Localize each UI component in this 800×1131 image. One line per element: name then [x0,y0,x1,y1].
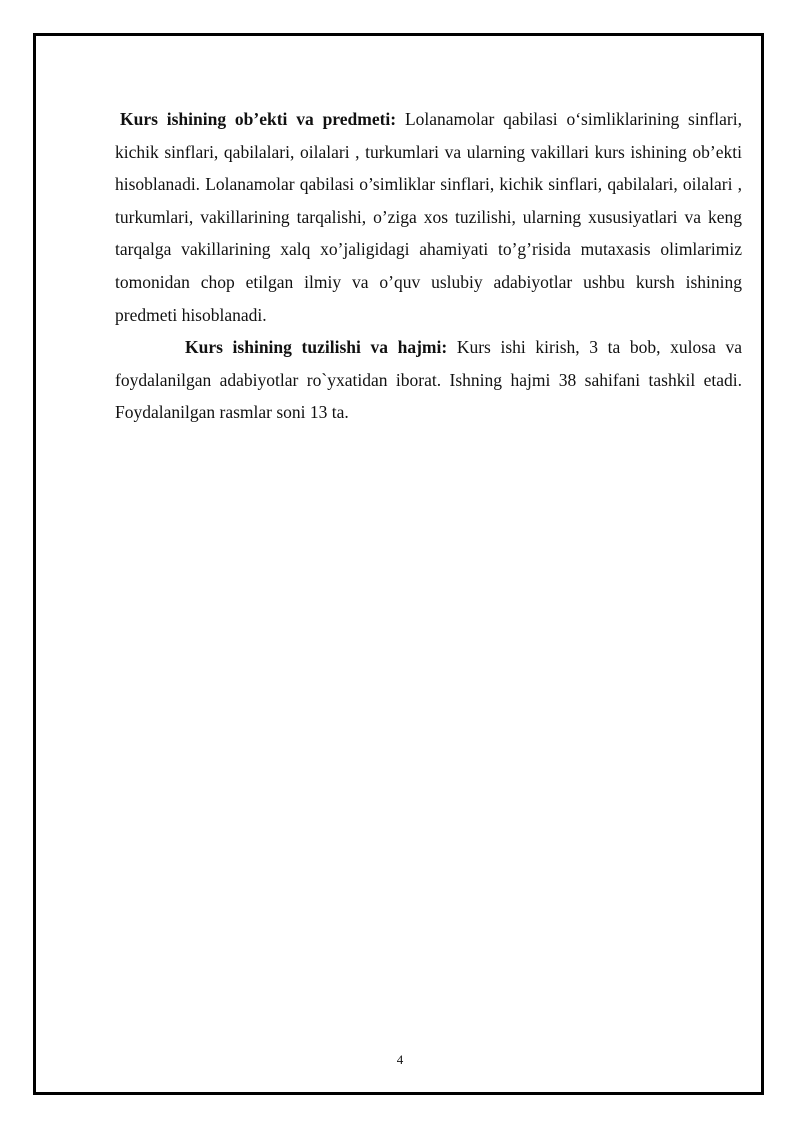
paragraph-structure-volume [115,331,742,429]
paragraph-heading: Kurs ishining ob’ekti va predmeti: [120,109,397,129]
paragraph-heading: Kurs ishining tuzilishi va hajmi: [185,337,448,358]
paragraph-object-subject [115,103,742,331]
paragraph-text: Kurs ishi kirish, 3 ta bob, xulosa va foydalanilgan adabiyotlar ro`yxatidan iborat. Ishning hajmi 38 sahifani tashkil etadi. Foydalanilgan rasmlar soni 13 ta. [115,337,742,423]
paragraph-text: Lolanamolar qabilasi o‘simliklarining sinflari, kichik sinflari, qabilalari, oilalari , turkumlari va ularning vakillari kurs ishining ob’ekti hisoblanadi. Lolanamolar qabilasi o’simliklar sinflari, kichik sinflari, qabilalari, oilalari , turkumlari, vakillarining tarqalishi, o’ziga xos tuzilishi, ularning xususiyatlari va keng tarqalga vakillarining xalq xo’jaligidagi ahamiyati to’g’risida mutaxasis olimlarimiz tomonidan chop etilgan ilmiy va o’quv uslubiy adabiyotlar ushbu kursh ishining predmeti hisoblanadi. [115,109,742,325]
page-number: 4 [396,1052,404,1067]
document-body [115,103,742,429]
